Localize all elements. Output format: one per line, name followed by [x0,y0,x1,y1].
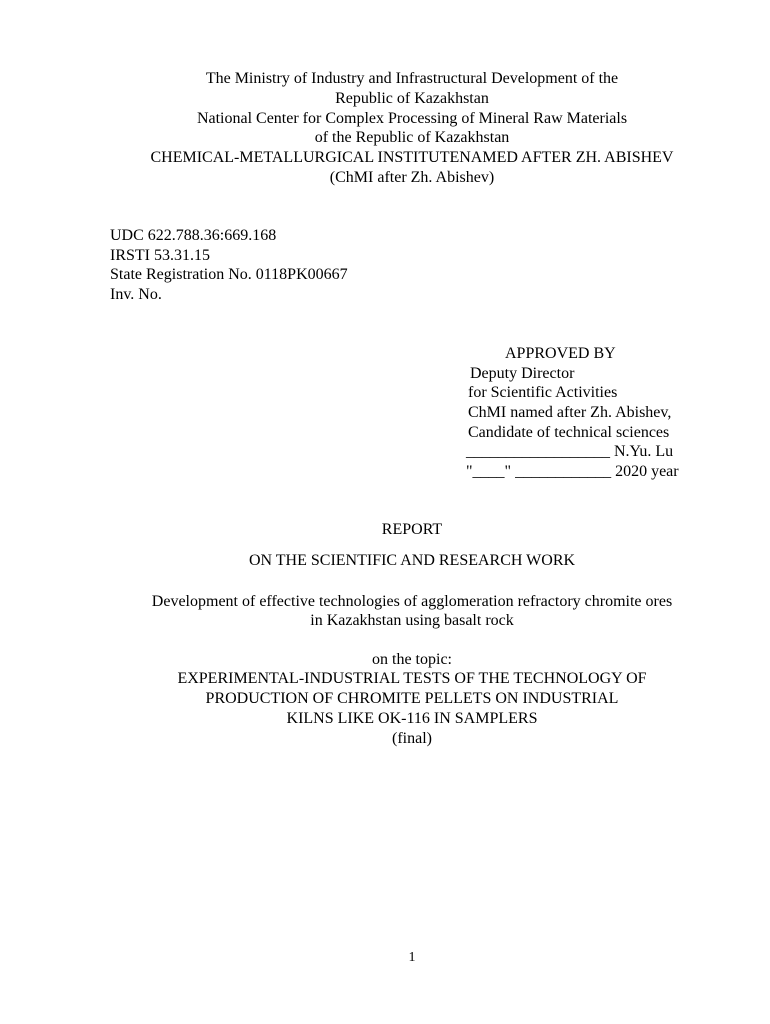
approval-institute: ChMI named after Zh. Abishev, [468,404,672,421]
state-registration: State Registration No. 0118PK00667 [110,266,348,283]
topic-final-label: (final) [392,730,432,747]
approval-degree: Candidate of technical sciences [468,424,670,441]
header-institute-abbr: (ChMI after Zh. Abishev) [329,169,495,186]
topic-line-2: PRODUCTION OF CHROMITE PELLETS ON INDUSTRIAL [205,690,619,707]
approval-signature-line: __________________ N.Yu. Lu [466,443,674,460]
header-center-line-1: National Center for Complex Processing of Mineral Raw Materials [196,110,628,127]
topic-line-3: KILNS LIKE OK-116 IN SAMPLERS [286,710,538,727]
udc-code: UDC 622.788.36:669.168 [110,227,277,244]
approval-title: APPROVED BY [505,345,616,362]
approval-position: Deputy Director [470,365,575,382]
topic-line-1: EXPERIMENTAL-INDUSTRIAL TESTS OF THE TECHNOLOGY OF [177,670,647,687]
irsti-code: IRSTI 53.31.15 [110,247,210,264]
topic-intro: on the topic: [372,651,452,668]
project-title-line-1: Development of effective technologies of agglomeration refractory chromite ores [151,593,673,610]
header-ministry-line-2: Republic of Kazakhstan [335,90,489,107]
approval-date-line: "____" ____________ 2020 year [466,463,679,480]
inventory-number: Inv. No. [110,286,162,303]
report-subtitle: ON THE SCIENTIFIC AND RESEARCH WORK [248,552,576,569]
header-ministry-line-1: The Ministry of Industry and Infrastructural Development of the [205,70,619,87]
report-title: REPORT [381,521,443,538]
project-title-line-2: in Kazakhstan using basalt rock [310,612,514,629]
header-institute-name: CHEMICAL-METALLURGICAL INSTITUTENAMED AFTER ZH. ABISHEV [150,149,674,166]
header-center-line-2: of the Republic of Kazakhstan [314,129,510,146]
page-number: 1 [408,950,416,965]
approval-department: for Scientific Activities [468,384,618,401]
